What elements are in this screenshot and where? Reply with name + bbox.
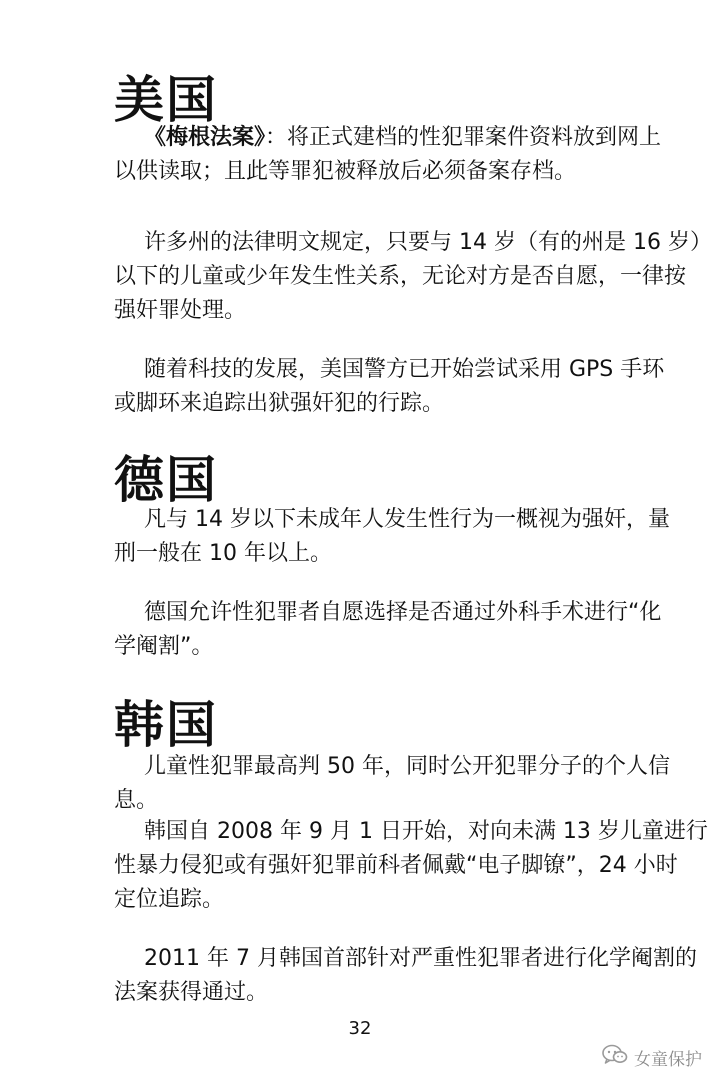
- paragraph-text: ：将正式建档的性犯罪案件资料放到网上: [265, 125, 662, 150]
- watermark: [602, 1044, 702, 1071]
- paragraph-text: 儿童性犯罪最高判 50 年，同时公开犯罪分子的个人信: [144, 754, 670, 779]
- paragraph-usa-3: [114, 353, 665, 421]
- paragraph-text: 以供读取；且此等罪犯被释放后必须备案存档。: [114, 159, 577, 184]
- paragraph-text: 强奸罪处理。: [114, 298, 247, 323]
- paragraph-text: 定位追踪。: [114, 887, 225, 912]
- paragraph-usa-2: [114, 226, 712, 328]
- paragraph-text: 息。: [114, 788, 159, 813]
- paragraph-usa-1: [114, 121, 662, 189]
- paragraph-text: 随着科技的发展，美国警方已开始尝试采用 GPS 手环: [144, 357, 665, 382]
- paragraph-text: 2011 年 7 月韩国首部针对严重性犯罪者进行化学阉割的: [144, 946, 697, 971]
- paragraph-germany-2: [114, 596, 662, 664]
- heading-usa: 美国: [114, 71, 218, 129]
- paragraph-text: 德国允许性犯罪者自愿选择是否通过外科手术进行“化: [144, 600, 662, 625]
- paragraph-text: 韩国自 2008 年 9 月 1 日开始，对向未满 13 岁儿童进行: [144, 819, 708, 844]
- paragraph-korea-2: [114, 815, 708, 917]
- heading-germany: 德国: [114, 451, 218, 509]
- watermark-text: 女童保护: [634, 1050, 702, 1070]
- paragraph-text: 刑一般在 10 年以上。: [114, 541, 332, 566]
- paragraph-text: 法案获得通过。: [114, 980, 269, 1005]
- paragraph-text: 学阉割”。: [114, 634, 214, 659]
- paragraph-text: 性暴力侵犯或有强奸犯罪前科者佩戴“电子脚镣”，24 小时: [114, 853, 678, 878]
- heading-korea: 韩国: [114, 696, 218, 754]
- paragraph-korea-3: [114, 942, 697, 1010]
- law-name: 《梅根法案》: [144, 125, 266, 150]
- page-number: 32: [348, 1018, 372, 1039]
- wechat-icon: [602, 1044, 628, 1071]
- paragraph-text: 以下的儿童或少年发生性关系，无论对方是否自愿，一律按: [114, 264, 687, 289]
- paragraph-text: 凡与 14 岁以下未成年人发生性行为一概视为强奸，量: [144, 507, 670, 532]
- paragraph-text: 或脚环来追踪出狱强奸犯的行踪。: [114, 391, 445, 416]
- paragraph-germany-1: [114, 503, 670, 571]
- paragraph-text: 许多州的法律明文规定，只要与 14 岁（有的州是 16 岁）: [144, 230, 712, 255]
- paragraph-korea-1: [114, 750, 670, 818]
